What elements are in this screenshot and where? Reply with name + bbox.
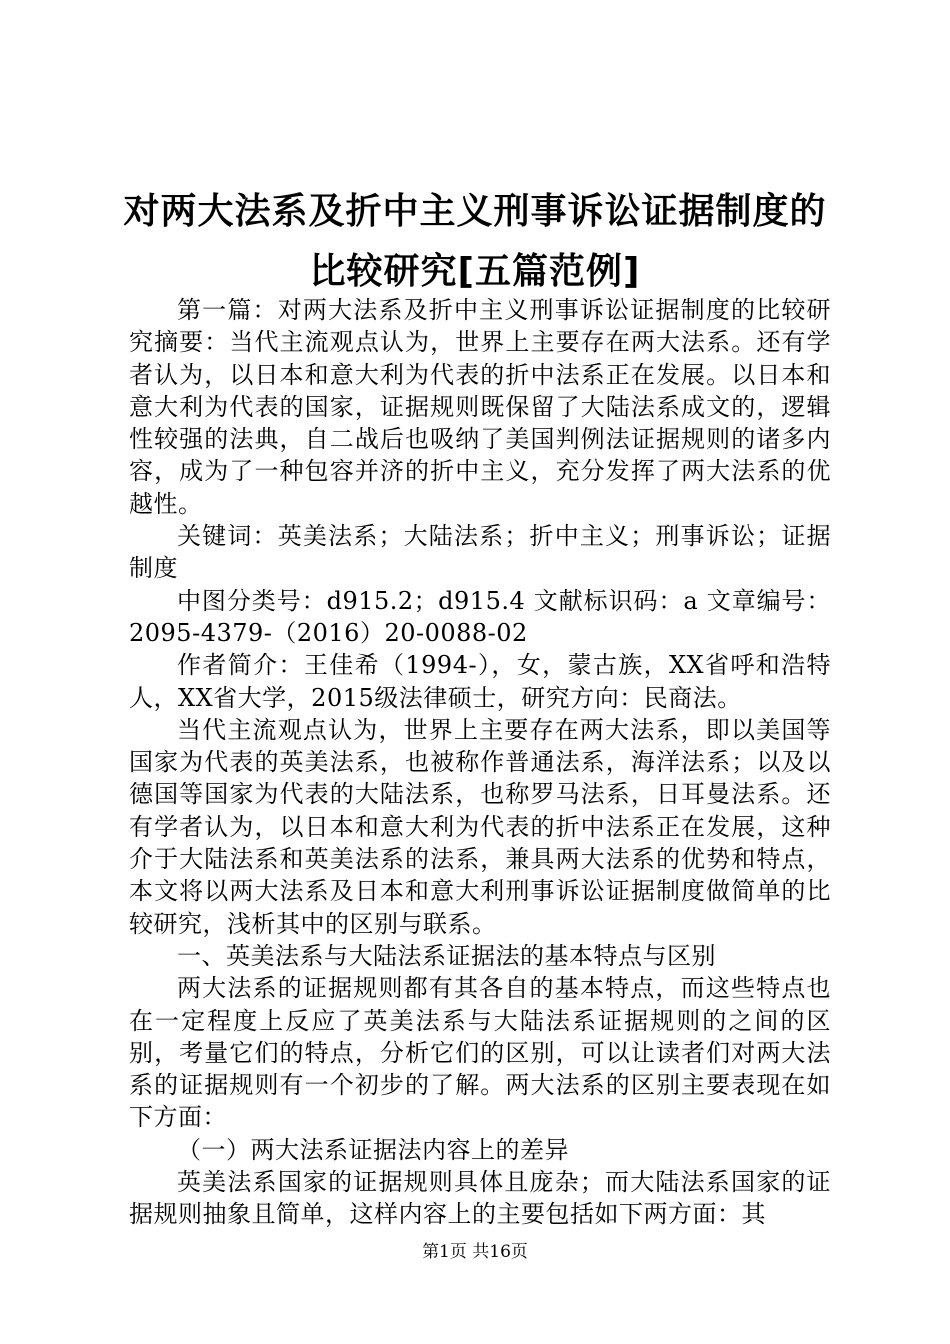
paragraph-abstract: 第一篇：对两大法系及折中主义刑事诉讼证据制度的比较研究摘要：当代主流观点认为，世界上主要存在两大法系。还有学者认为，以日本和意大利为代表的折中法系正在发展。以日本和意大利为代表的国家，证据规则既保留了大陆法系成文的，逻辑性较强的法典，自二战后也吸纳了美国判例法证据规则的诸多内容，成为了一种包容并济的折中主义，充分发挥了两大法系的优越性。	[129, 296, 831, 518]
paragraph-classification: 中图分类号：d915.2；d915.4 文献标识码：a 文章编号：2095-4379-（2016）20-0088-02	[129, 586, 831, 647]
document-title: 对两大法系及折中主义刑事诉讼证据制度的比较研究[五篇范例]	[123, 191, 827, 292]
section-heading-1: 一、英美法系与大陆法系证据法的基本特点与区别	[177, 941, 716, 970]
subsection-heading-1: （一）两大法系证据法内容上的差异	[177, 1135, 569, 1164]
document-body	[129, 294, 831, 1231]
paragraph-introduction: 当代主流观点认为，世界上主要存在两大法系，即以美国等国家为代表的英美法系，也被称作普通法系，海洋法系；以及以德国等国家为代表的大陆法系，也称罗马法系，日耳曼法系。还有学者认为，以日本和意大利为代表的折中法系正在发展，这种介于大陆法系和英美法系的法系，兼具两大法系的优势和特点，本文将以两大法系及日本和意大利刑事诉讼证据制度做简单的比较研究，浅析其中的区别与联系。	[129, 715, 831, 938]
paragraph-keywords: 关键词：英美法系；大陆法系；折中主义；刑事诉讼；证据制度	[129, 522, 831, 583]
page-number-footer: 第1页 共16页	[422, 1242, 528, 1262]
paragraph-author-info: 作者简介：王佳希（1994-），女，蒙古族，XX省呼和浩特人，XX省大学，2015级法律硕士，研究方向：民商法。	[129, 651, 831, 712]
paragraph-subsection-1: 英美法系国家的证据规则具体且庞杂；而大陆法系国家的证据规则抽象且简单，这样内容上的主要包括如下两方面：其	[129, 1168, 831, 1229]
paragraph-section-1: 两大法系的证据规则都有其各自的基本特点，而这些特点也在一定程度上反应了英美法系与大陆法系证据规则的之间的区别，考量它们的特点，分析它们的区别，可以让读者们对两大法系的证据规则有一个初步的了解。两大法系的区别主要表现在如下方面：	[129, 974, 831, 1132]
